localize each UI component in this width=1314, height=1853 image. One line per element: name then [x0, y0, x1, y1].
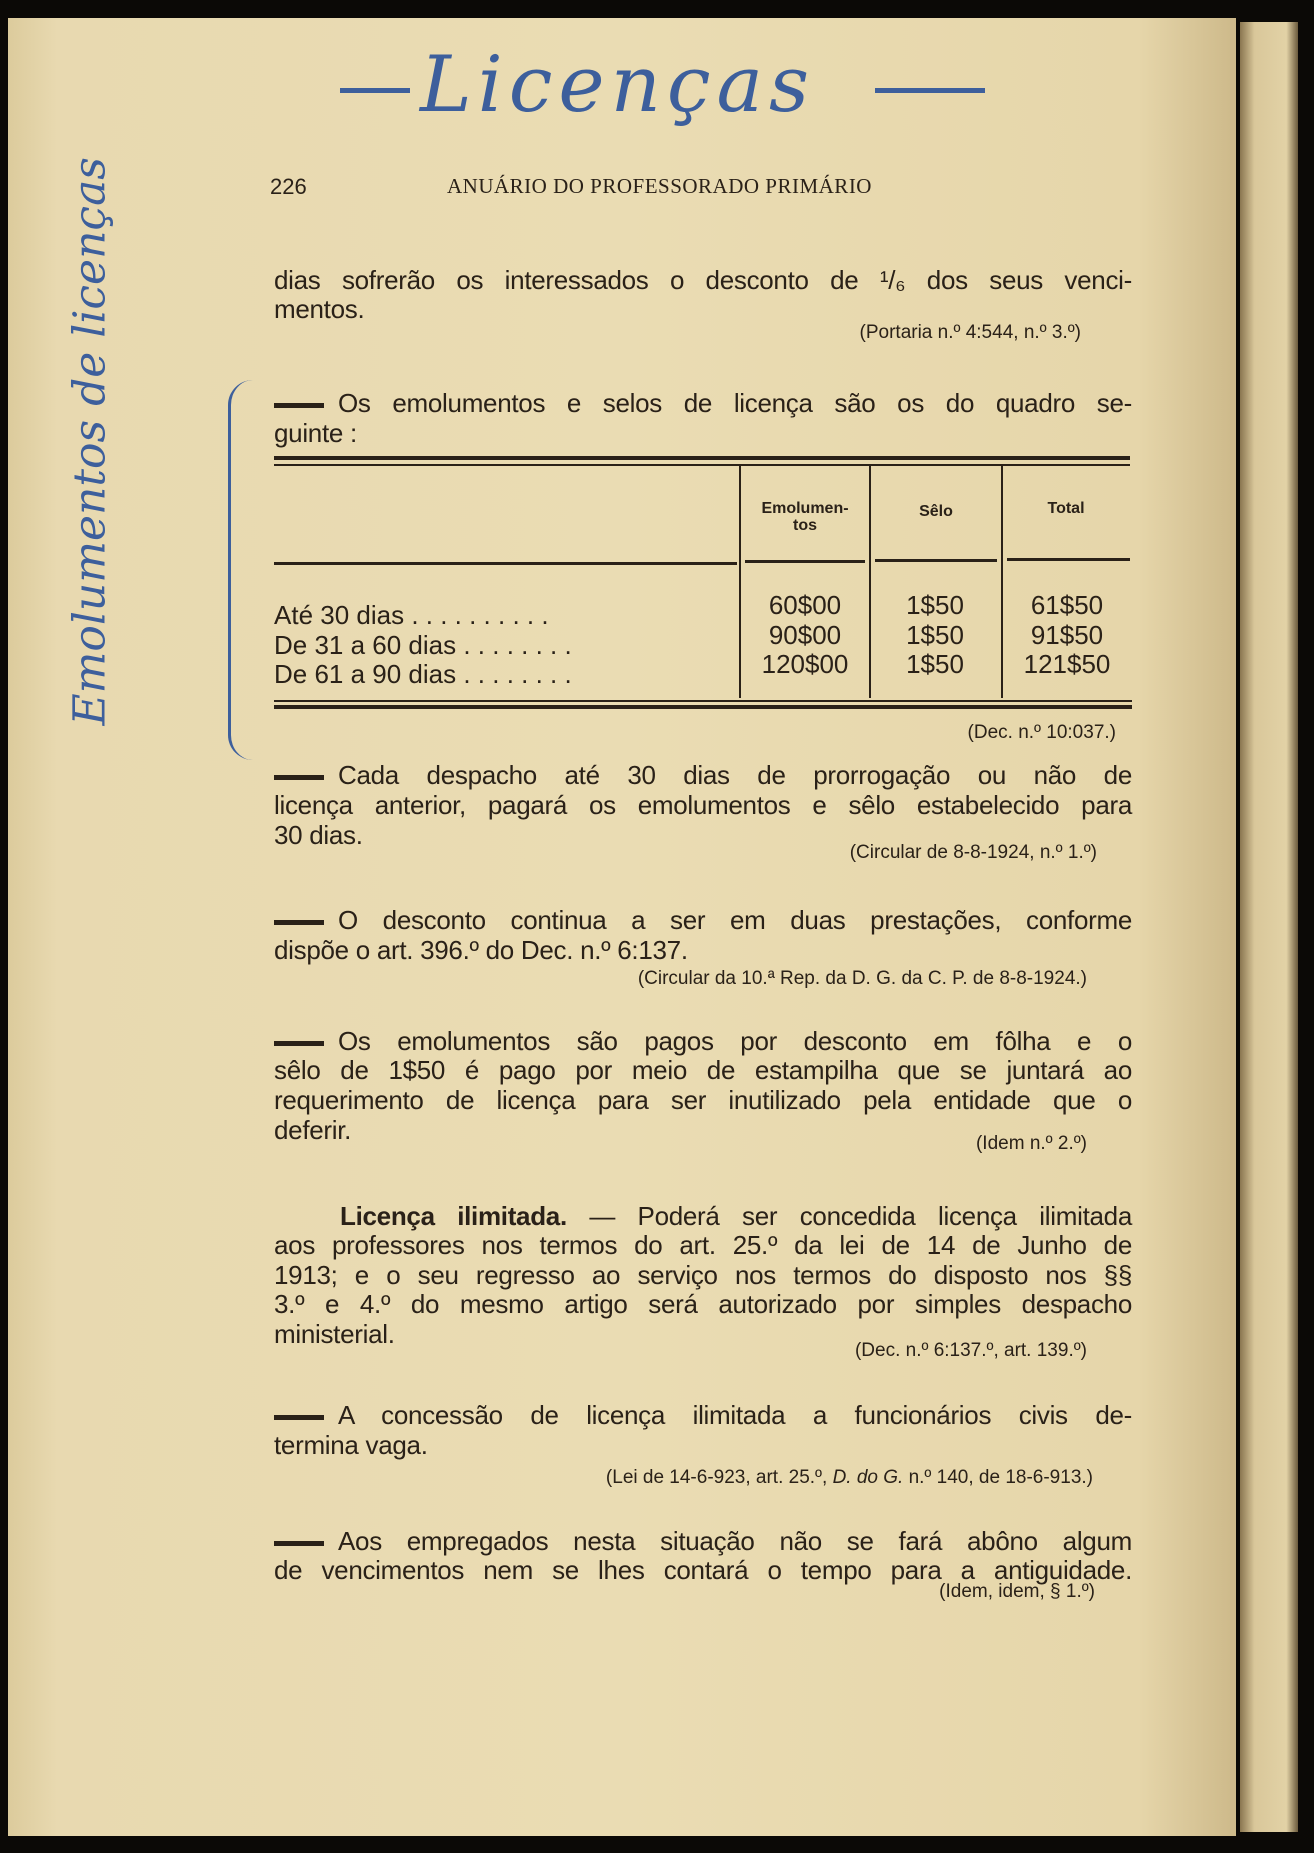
- dash-mark: [274, 1415, 324, 1420]
- p1-line: dias sofrerão os interessados o desconto de ¹/₆ dos seus venci-: [274, 265, 1132, 295]
- p1-reference: (Portaria n.º 4:544, n.º 3.º): [859, 322, 1081, 343]
- cell-total: 91$50: [1030, 620, 1104, 650]
- cell-emolumentos: 120$00: [761, 649, 849, 679]
- table-reference: (Dec. n.º 10:037.): [967, 722, 1116, 743]
- header-selo: Sêlo: [919, 503, 953, 520]
- header-total: Total: [1047, 500, 1085, 517]
- margin-brace: [228, 380, 253, 760]
- p6-line: ministerial.: [274, 1319, 395, 1349]
- p6-line: 3.º e 4.º do mesmo artigo será autorizado por simples despacho: [274, 1289, 1132, 1319]
- p3-line: 30 dias.: [274, 820, 363, 850]
- ref-part-italic: D. do G.: [832, 1467, 904, 1488]
- p1-line: mentos.: [274, 294, 365, 324]
- dash-mark: [274, 403, 324, 408]
- p6-reference: (Dec. n.º 6:137.º, art. 139.º): [854, 1340, 1087, 1361]
- row-label: De 61 a 90 dias . . . . . . . .: [274, 659, 572, 689]
- p4-line: [274, 905, 1132, 935]
- p7-line: [274, 1400, 1132, 1430]
- ref-part: n.º 140, de 18-6-913.): [903, 1467, 1093, 1488]
- p6-line: aos professores nos termos do art. 25.º da lei de 14 de Junho de: [274, 1230, 1132, 1260]
- p8-line: de vencimentos nem se lhes contará o tempo para a antiguidade.: [274, 1555, 1132, 1585]
- dash-mark: [274, 1541, 324, 1546]
- ref-part: (Lei de 14-6-923, art. 25.º,: [605, 1467, 833, 1488]
- p4-reference: (Circular da 10.ª Rep. da D. G. da C. P. de 8-8-1924.): [637, 968, 1087, 989]
- cell-selo: 1$50: [906, 620, 964, 650]
- row-label: Até 30 dias . . . . . . . . . .: [274, 600, 549, 630]
- cell-emolumentos: 60$00: [768, 590, 842, 620]
- page-number: 226: [270, 174, 307, 199]
- p5-line: sêlo de 1$50 é pago por meio de estampilha que se juntará ao: [274, 1055, 1132, 1085]
- handwritten-title: [340, 40, 985, 130]
- p6-text: — Poderá ser concedida licença ilimitada: [589, 1201, 1132, 1231]
- cell-selo: 1$50: [906, 590, 964, 620]
- p5-line: [274, 1026, 1132, 1056]
- header-emolumentos: Emolumen- tos: [761, 500, 849, 534]
- p3-reference: (Circular de 8-8-1924, n.º 1.º): [849, 842, 1097, 863]
- p5-text: Os emolumentos são pagos por desconto em fôlha e o: [338, 1026, 1132, 1056]
- p2-text: Os emolumentos e selos de licença são os do quadro se-: [338, 388, 1132, 418]
- p6-line: [340, 1201, 1132, 1231]
- cell-selo: 1$50: [906, 649, 964, 679]
- p2-line: guinte :: [274, 418, 357, 448]
- p8-line: [274, 1526, 1132, 1556]
- cell-emolumentos: 90$00: [768, 620, 842, 650]
- p7-text: A concessão de licença ilimitada a funcionários civis de-: [338, 1400, 1132, 1430]
- p3-line: licença anterior, pagará os emolumentos e sêlo estabelecido para: [274, 790, 1132, 820]
- cell-total: 61$50: [1030, 590, 1104, 620]
- handwritten-margin-note: Emolumentos de licenças: [64, 157, 116, 726]
- p8-reference: (Idem, idem, § 1.º): [939, 1581, 1095, 1602]
- p2-line: [274, 388, 1132, 418]
- cell-total: 121$50: [1023, 649, 1111, 679]
- p5-line: deferir.: [274, 1115, 352, 1145]
- running-title: ANUÁRIO DO PROFESSORADO PRIMÁRIO: [447, 174, 872, 198]
- next-page-edge: [1240, 22, 1298, 1832]
- p3-line: [274, 760, 1132, 790]
- dash-mark: [274, 1041, 324, 1046]
- p4-line: dispõe o art. 396.º do Dec. n.º 6:137.: [274, 935, 688, 965]
- dash-mark: [274, 920, 324, 925]
- p8-text: Aos empregados nesta situação não se fará abôno algum: [338, 1526, 1132, 1556]
- p5-line: requerimento de licença para ser inutilizado pela entidade que o: [274, 1085, 1132, 1115]
- p3-text: Cada despacho até 30 dias de prorrogação ou não de: [338, 760, 1132, 790]
- p7-reference: [606, 1467, 1093, 1489]
- dash-mark: [274, 775, 324, 780]
- p6-line: 1913; e o seu regresso ao serviço nos termos do disposto nos §§: [274, 1260, 1132, 1290]
- row-label: De 31 a 60 dias . . . . . . . .: [274, 630, 572, 660]
- p4-text: O desconto continua a ser em duas prestações, conforme: [338, 905, 1132, 935]
- section-heading: Licença ilimitada.: [340, 1201, 567, 1231]
- handwritten-title-text: Licenças: [420, 40, 816, 130]
- p7-line: termina vaga.: [274, 1430, 428, 1460]
- p5-reference: (Idem n.º 2.º): [975, 1133, 1087, 1154]
